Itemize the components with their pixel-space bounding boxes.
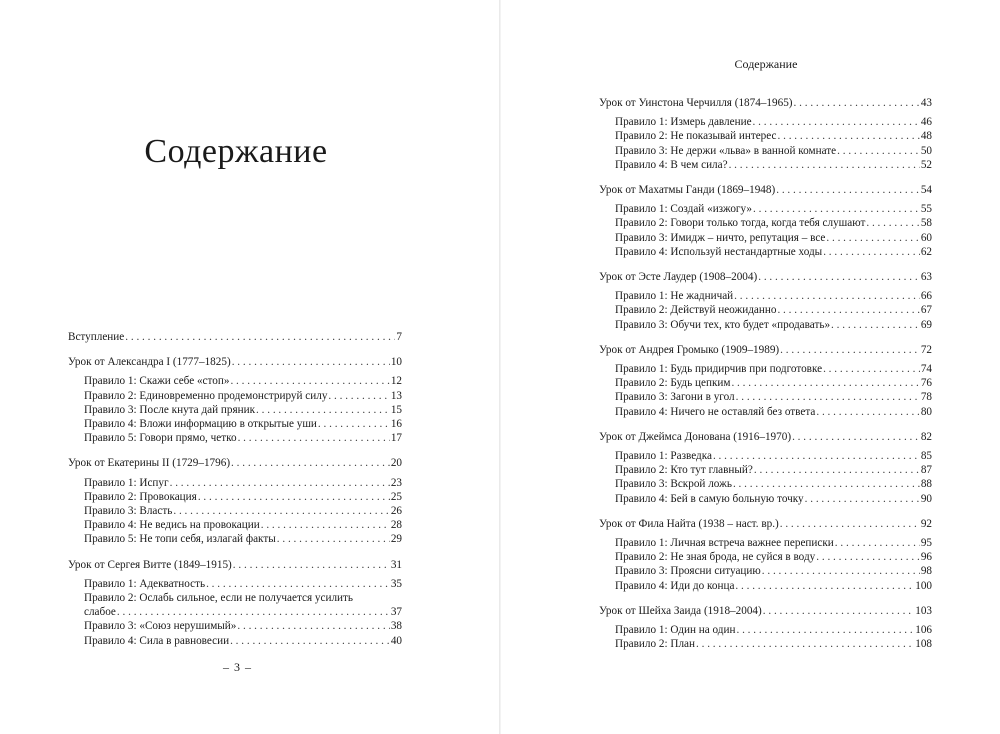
toc-rule [615, 318, 932, 332]
dot-leader [823, 362, 920, 376]
dot-leader [754, 463, 920, 477]
dot-leader [231, 456, 390, 470]
toc-lesson [599, 183, 932, 197]
toc-lesson-page: 72 [920, 343, 932, 356]
toc-lesson [599, 96, 932, 110]
dot-leader [230, 634, 390, 648]
dot-leader [794, 96, 920, 110]
toc-rule-page: 35 [390, 577, 402, 590]
toc-intro [68, 330, 402, 344]
dot-leader [696, 637, 914, 651]
toc-rule-page: 29 [390, 533, 402, 546]
toc-rule [84, 605, 402, 619]
toc-lesson [599, 270, 932, 284]
toc-rule-page: 46 [920, 116, 932, 129]
toc-rule-title: Правило 3: Не держи «льва» в ванной комнате [615, 144, 837, 157]
dot-leader [777, 303, 919, 317]
toc-rule-title: Правило 2: Говори только тогда, когда тебя слушают [615, 217, 866, 230]
toc-rule [615, 492, 932, 506]
toc-rule-page: 28 [390, 519, 402, 532]
toc-rule-title: Правило 3: Проясни ситуацию [615, 565, 761, 578]
toc-rule-page: 78 [920, 391, 932, 404]
dot-leader [170, 476, 390, 490]
dot-leader [117, 605, 390, 619]
toc-rule-title: Правило 2: Ослабь сильное, если не получается усилить [84, 592, 354, 605]
toc-rule [615, 202, 932, 216]
toc-rule-title: Правило 2: Действуй неожиданно [615, 304, 777, 317]
toc-rule [615, 579, 932, 593]
toc-rule [84, 518, 402, 532]
toc-rule-page: 58 [920, 217, 932, 230]
toc-rule-page: 95 [920, 537, 932, 550]
toc-rule [84, 389, 402, 403]
toc-rule-page: 85 [920, 450, 932, 463]
toc-rule-page: 50 [920, 144, 932, 157]
dot-leader [792, 430, 920, 444]
dot-leader [816, 405, 919, 419]
toc-rule-page: 15 [390, 403, 402, 416]
toc-lesson-title: Урок от Уинстона Черчилля (1874–1965) [599, 97, 793, 109]
toc-lesson-page: 54 [920, 184, 932, 197]
dot-leader [238, 431, 390, 445]
toc-rule-title: Правило 3: Имидж – ничто, репутация – все [615, 231, 826, 244]
toc-rule [615, 231, 932, 245]
toc-rule-page: 90 [920, 492, 932, 505]
dot-leader [206, 577, 390, 591]
toc-rule-page: 13 [390, 389, 402, 402]
dot-leader [230, 374, 389, 388]
toc-rule [615, 405, 932, 419]
dot-leader [125, 330, 395, 344]
dot-leader [233, 558, 390, 572]
toc-lesson-title: Урок от Сергея Витте (1849–1915) [68, 558, 232, 571]
toc-rule-page: 25 [390, 490, 402, 503]
toc-rule-page: 96 [920, 551, 932, 564]
dot-leader [831, 318, 920, 332]
toc-lesson [68, 355, 402, 369]
toc-lesson-page: 20 [390, 457, 402, 470]
toc-rule-page: 67 [920, 304, 932, 317]
toc-rule [615, 289, 932, 303]
dot-leader [780, 517, 920, 531]
dot-leader [328, 389, 389, 403]
toc-rule-title: Правило 4: Вложи информацию в открытые уши [84, 418, 317, 431]
toc-rule-page: 106 [915, 624, 932, 637]
toc-rule-title: слабое [84, 606, 116, 619]
toc-rule-page: 74 [920, 363, 932, 376]
toc-rule-page: 40 [390, 634, 402, 647]
toc-intro-title: Вступление [68, 331, 125, 343]
toc-rule-title: Правило 3: После кнута дай пряник [84, 403, 256, 416]
toc-lesson-page: 31 [390, 558, 402, 571]
toc-lesson [599, 430, 932, 444]
toc-rule-title: Правило 1: Один на один [615, 624, 736, 637]
dot-leader [776, 183, 920, 197]
toc-rule [615, 564, 932, 578]
toc-rule [615, 463, 932, 477]
toc-rule [615, 623, 932, 637]
toc-lesson-page: 63 [920, 271, 932, 284]
left-page [0, 0, 499, 734]
dot-leader [780, 343, 920, 357]
toc-rule [615, 216, 932, 230]
dot-leader [753, 202, 920, 216]
toc-rule-title: Правило 1: Создай «изжогу» [615, 203, 752, 216]
toc-rule [615, 158, 932, 172]
dot-leader [835, 536, 920, 550]
toc-rule-title: Правило 1: Личная встреча важнее переписки [615, 537, 834, 550]
toc-rule [615, 303, 932, 317]
toc-rule-page: 37 [390, 606, 402, 619]
toc-lesson [599, 343, 932, 357]
dot-leader [318, 417, 390, 431]
toc-rule-page: 80 [920, 405, 932, 418]
toc-rule-title: Правило 4: Ничего не оставляй без ответа [615, 405, 816, 418]
toc-rule [615, 449, 932, 463]
toc-rule-page: 76 [920, 377, 932, 390]
toc-rule-title: Правило 4: Используй нестандартные ходы [615, 245, 823, 258]
toc-rule [615, 245, 932, 259]
toc-rule-title: Правило 5: Не топи себя, излагай факты [84, 533, 276, 546]
toc-rule-page: 69 [920, 318, 932, 331]
toc-rule [615, 390, 932, 404]
toc-rule-page: 55 [920, 203, 932, 216]
toc-rule [615, 362, 932, 376]
toc-rule-title: Правило 1: Будь придирчив при подготовке [615, 363, 823, 376]
toc-rule [615, 477, 932, 491]
toc-lesson-title: Урок от Шейха Заида (1918–2004) [599, 604, 762, 617]
dot-leader [735, 579, 914, 593]
toc-rule-page: 100 [915, 579, 932, 592]
toc-lesson-title: Урок от Екатерины II (1729–1796) [68, 457, 231, 470]
dot-leader [753, 115, 920, 129]
toc-rule [615, 115, 932, 129]
dot-leader [173, 504, 389, 518]
toc-lesson [599, 517, 932, 531]
dot-leader [778, 129, 920, 143]
toc-rule-title: Правило 3: Загони в угол [615, 391, 735, 404]
toc-rule [84, 504, 402, 518]
toc-rule-title: Правило 4: Сила в равновесии [84, 634, 230, 647]
toc-rule [615, 144, 932, 158]
toc-rule [615, 637, 932, 651]
toc-lesson [68, 456, 402, 470]
toc-rule-page: 88 [920, 478, 932, 491]
dot-leader [762, 564, 920, 578]
dot-leader [816, 550, 920, 564]
toc-lesson-title: Урок от Джеймса Донована (1916–1970) [599, 430, 792, 443]
toc-rule [84, 476, 402, 490]
toc-lesson-page: 103 [915, 604, 932, 617]
toc-rule [615, 536, 932, 550]
toc-rule-title: Правило 5: Говори прямо, четко [84, 432, 237, 445]
toc-rule-title: Правило 2: Кто тут главный? [615, 464, 753, 477]
dot-leader [733, 477, 920, 491]
toc-rule-title: Правило 1: Не жадничай [615, 290, 734, 303]
toc-rule-title: Правило 3: Власть [84, 505, 173, 518]
dot-leader [729, 158, 920, 172]
toc-rule-page: 108 [915, 638, 932, 651]
toc-rule-title: Правило 4: Иди до конца [615, 579, 735, 592]
toc-rule-title: Правило 3: Вскрой ложь [615, 478, 732, 491]
toc-rule-title: Правило 4: Не ведись на провокации [84, 519, 260, 532]
toc-rule [615, 550, 932, 564]
toc-rule-title: Правило 4: В чем сила? [615, 158, 728, 171]
toc-rule-title: Правило 2: Единовременно продемонстрируй силу [84, 389, 328, 402]
toc-lesson-title: Урок от Махатмы Ганди (1869–1948) [599, 184, 776, 197]
right-page [501, 0, 1000, 734]
toc-rule-title: Правило 1: Скажи себе «стоп» [84, 375, 230, 388]
page-title: Содержание [144, 133, 328, 170]
toc-rule-page: 52 [920, 158, 932, 171]
dot-leader [734, 289, 920, 303]
toc-rule-page: 87 [920, 464, 932, 477]
toc-rule-page: 17 [390, 432, 402, 445]
dot-leader [837, 144, 920, 158]
toc-lesson-title: Урок от Эсте Лаудер (1908–2004) [599, 271, 758, 284]
toc-rule-title: Правило 1: Адекватность [84, 577, 206, 590]
table-of-contents [68, 330, 402, 648]
toc-rule-page: 38 [390, 620, 402, 633]
toc-rule-title: Правило 4: Бей в самую больную точку [615, 492, 804, 505]
toc-rule-title: Правило 1: Измерь давление [615, 116, 752, 129]
dot-leader [805, 492, 920, 506]
toc-rule-page: 26 [390, 505, 402, 518]
dot-leader [198, 490, 390, 504]
toc-lesson-title: Урок от Александра I (1777–1825) [68, 356, 231, 369]
toc-lesson [68, 558, 402, 572]
toc-rule-page: 98 [920, 565, 932, 578]
toc-rule-title: Правило 3: Обучи тех, кто будет «продавать» [615, 318, 831, 331]
dot-leader [713, 449, 920, 463]
dot-leader [736, 623, 914, 637]
toc-rule-title: Правило 2: Не показывай интерес [615, 130, 777, 143]
toc-rule-title: Правило 2: Будь цепким [615, 377, 731, 390]
toc-lesson-title: Урок от Фила Найта (1938 – наст. вр.) [599, 517, 779, 530]
toc-rule-title: Правило 2: Провокация [84, 490, 197, 503]
toc-rule-page: 66 [920, 290, 932, 303]
toc-rule-title: Правило 1: Испуг [84, 476, 169, 489]
dot-leader [758, 270, 920, 284]
page-number: – 3 – [223, 660, 252, 674]
toc-rule-page: 62 [920, 245, 932, 258]
dot-leader [261, 518, 390, 532]
dot-leader [277, 532, 390, 546]
dot-leader [736, 390, 920, 404]
toc-rule-page: 48 [920, 130, 932, 143]
toc-rule [84, 431, 402, 445]
dot-leader [763, 604, 914, 618]
toc-rule [615, 129, 932, 143]
dot-leader [232, 355, 390, 369]
toc-rule [84, 634, 402, 648]
toc-rule [84, 417, 402, 431]
toc-rule-title: Правило 2: План [615, 638, 695, 651]
toc-intro-page: 7 [396, 331, 402, 343]
dot-leader [731, 376, 919, 390]
dot-leader [823, 245, 920, 259]
toc-rule [615, 376, 932, 390]
toc-rule-title: Правило 3: «Союз нерушимый» [84, 620, 237, 633]
dot-leader [256, 403, 390, 417]
table-of-contents [599, 96, 932, 652]
toc-lesson-page: 10 [390, 356, 402, 369]
toc-rule-title: Правило 1: Разведка [615, 450, 712, 463]
toc-lesson-page: 82 [920, 430, 932, 443]
dot-leader [826, 231, 919, 245]
toc-rule [84, 490, 402, 504]
toc-rule-page: 60 [920, 231, 932, 244]
dot-leader [237, 619, 389, 633]
toc-rule-title: Правило 2: Не зная брода, не суйся в воду [615, 551, 816, 564]
toc-rule [84, 403, 402, 417]
running-title: Содержание [734, 57, 798, 71]
toc-rule-page: 16 [390, 418, 402, 431]
toc-rule-page: 12 [390, 375, 402, 388]
toc-rule [84, 577, 402, 591]
toc-rule [84, 374, 402, 388]
toc-lesson-page: 92 [920, 517, 932, 530]
toc-rule-page: 23 [390, 476, 402, 489]
toc-rule [84, 619, 402, 633]
toc-lesson [599, 604, 932, 618]
toc-rule [84, 532, 402, 546]
dot-leader [866, 216, 919, 230]
toc-lesson-title: Урок от Андрея Громыко (1909–1989) [599, 343, 780, 356]
toc-lesson-page: 43 [920, 97, 932, 109]
